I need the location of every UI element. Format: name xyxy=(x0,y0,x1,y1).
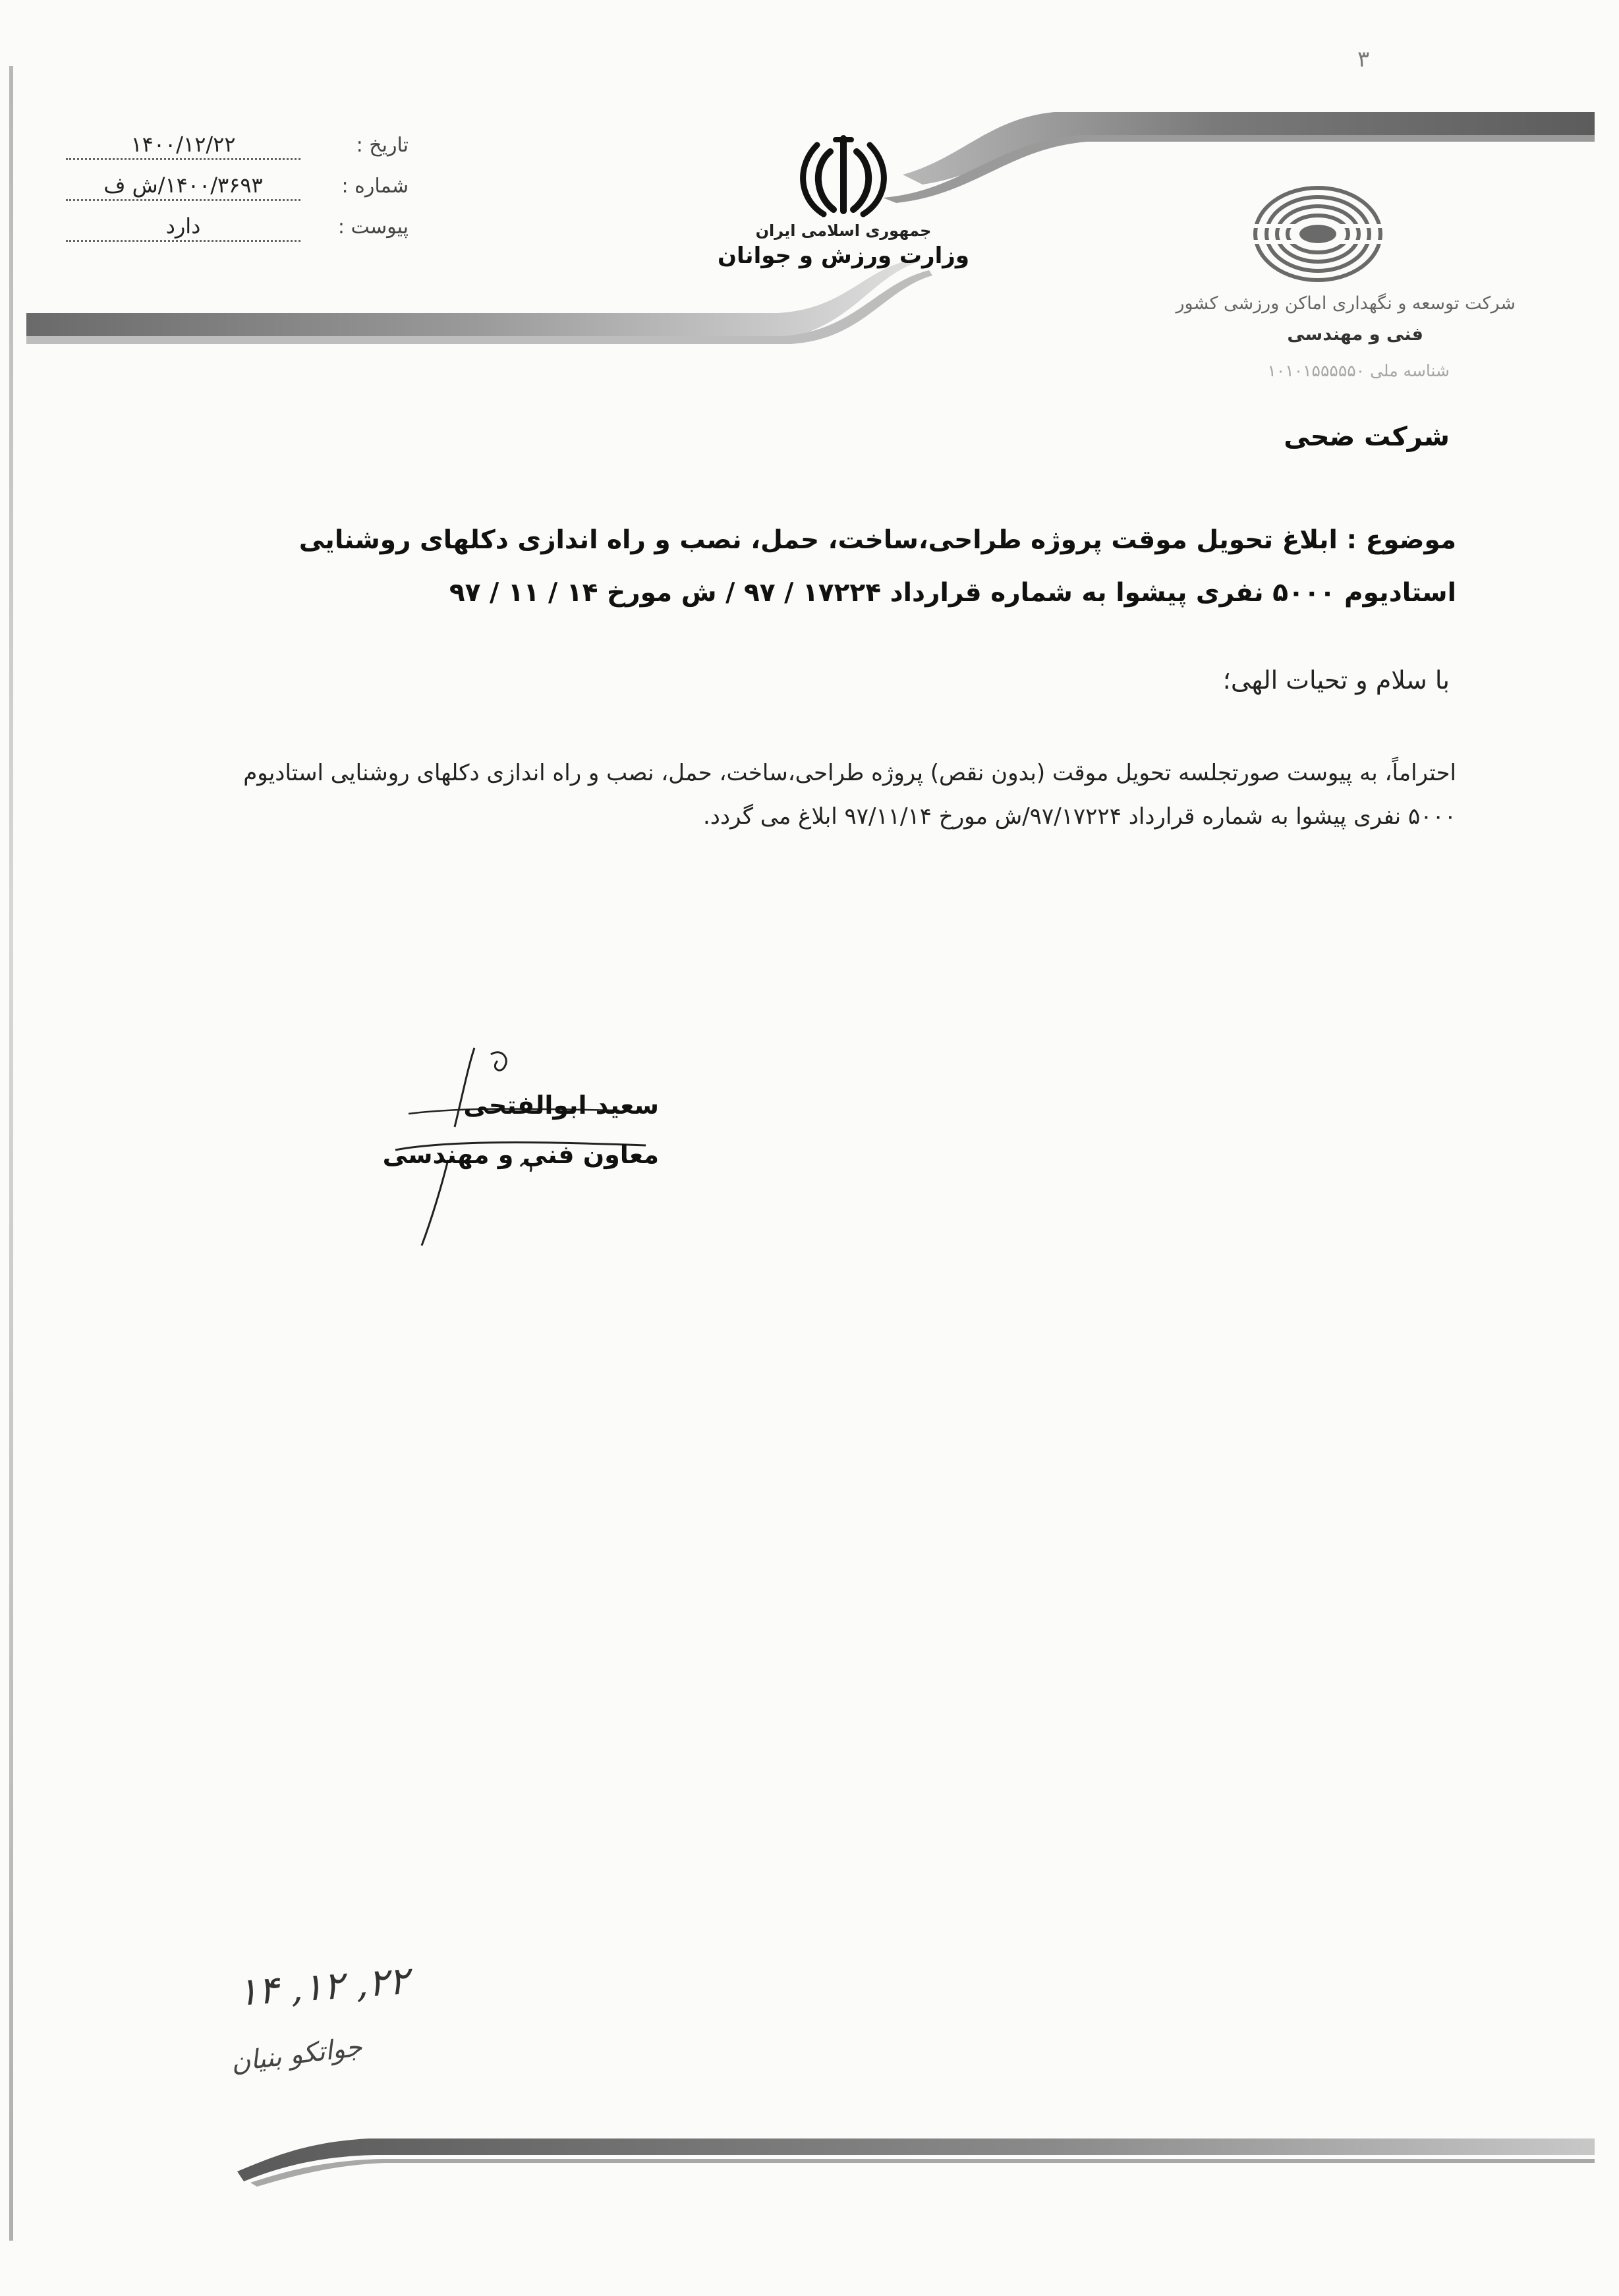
subject-line: موضوع : ابلاغ تحویل موقت پروژه طراحی،ساخت، حمل، نصب و راه اندازی دکلهای روشنایی استادیوم ۵۰۰۰ نفری پیشوا به شماره قرارداد ۱۷۲۲۴ / ۹۷ / ش مورخ ۱۴ / ۱۱ / ۹۷ xyxy=(298,525,1456,608)
signatory-title: معاون فنی و مهندسی xyxy=(382,1140,659,1169)
iran-emblem-icon xyxy=(797,132,890,217)
handwritten-date: ۱۴ ,۱۲ ,۲۲ xyxy=(235,1957,411,2015)
scan-edge xyxy=(9,66,13,2241)
signatory-name: سعید ابوالفتحی xyxy=(463,1091,659,1120)
letter-meta xyxy=(66,132,409,254)
handwritten-text: جواتکو بنیان xyxy=(229,2031,364,2079)
date-row xyxy=(66,132,409,173)
number-row xyxy=(66,173,409,214)
attachment-value: دارد xyxy=(66,214,300,242)
body-paragraph: احتراماً، به پیوست صورتجلسه تحویل موقت (بدون نقص) پروژه طراحی،ساخت، حمل، نصب و راه اندازی دکلهای روشنایی استادیوم ۵۰۰۰ نفری پیشوا به شماره قرارداد ۹۷/۱۷۲۲۴/ش مورخ ۹۷/۱۱/۱۴ ابلاغ می گردد. xyxy=(243,760,1456,830)
footer-swoosh-graphic xyxy=(237,2109,1595,2188)
emblem-block xyxy=(712,132,975,269)
company-department: فنی و مهندسی xyxy=(1287,324,1423,345)
ministry-name: وزارت ورزش و جوانان xyxy=(718,243,969,269)
emblem-country-text: جمهوری اسلامی ایران xyxy=(755,221,932,240)
number-label: شماره : xyxy=(341,175,409,198)
handwritten-note xyxy=(217,1951,481,2122)
greeting: با سلام و تحیات الهی؛ xyxy=(1222,666,1450,695)
footer-band xyxy=(237,2109,1595,2188)
attachment-label: پیوست : xyxy=(337,215,409,239)
company-logo-icon xyxy=(1252,185,1384,283)
attachment-row xyxy=(66,214,409,254)
corner-mark: ۳ xyxy=(1357,46,1370,72)
company-national-id: شناسه ملی ۱۰۱۰۱۵۵۵۵۵۰ xyxy=(1267,361,1450,380)
signature-block xyxy=(369,1028,712,1265)
recipient: شرکت ضحی xyxy=(1284,422,1450,452)
number-value: ۱۴۰۰/۳۶۹۳/ش ف xyxy=(66,173,300,201)
date-value: ۱۴۰۰/۱۲/۲۲ xyxy=(66,132,300,160)
date-label: تاریخ : xyxy=(356,134,409,157)
company-name: شرکت توسعه و نگهداری اماکن ورزشی کشور xyxy=(1176,293,1516,314)
